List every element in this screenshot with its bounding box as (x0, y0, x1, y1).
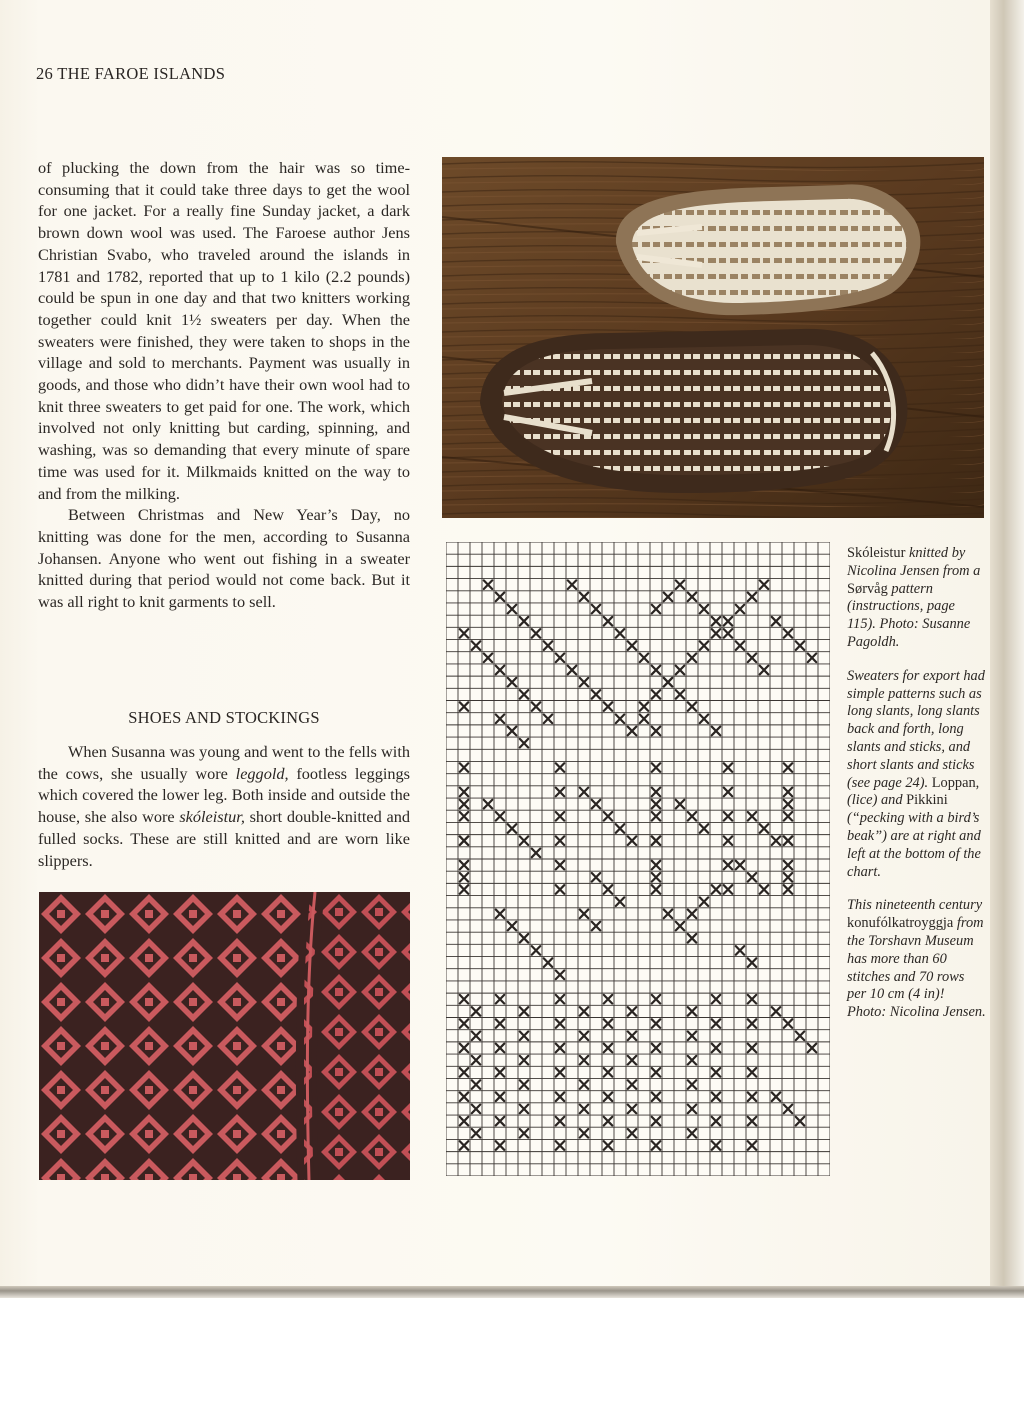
body-column-upper (38, 157, 410, 613)
chart-grid (446, 542, 830, 1176)
slippers-photo (442, 157, 984, 518)
caption-slippers: Skóleistur knitted by Nicolina Jensen from a Sørvåg pattern (instructions, page 115). Photo: Susanne Pagoldh. (847, 545, 981, 650)
body-column-lower (38, 741, 410, 871)
running-head: 26 THE FAROE ISLANDS (36, 64, 226, 83)
section-heading: SHOES AND STOCKINGS (128, 708, 320, 727)
knitting-chart (446, 542, 830, 1176)
sweater-swatch-photo (39, 892, 410, 1180)
caption-chart: Sweaters for export had simple patterns such as long slants, long slants back and forth, long slants and sticks, and short slants and sticks (see page 24). Loppan, (lice) and Pikkini (“pecking with a bird’s beak”) are at right and left at the bottom of the chart. (847, 667, 985, 880)
caption-column (847, 545, 987, 1038)
paragraph: Between Christmas and New Year’s Day, no knitting was done for the men, according to Susanna Johansen. Anyone who went out fishing in a sweater knitted during that period would not come back. But it was all right to knit garments to sell. (38, 505, 410, 612)
term-leggold: leggold, (235, 763, 289, 783)
term-skoleistur: skóleistur, (179, 807, 245, 827)
page-gutter-shadow (990, 0, 1024, 1296)
caption-swatch: This nineteenth century konufólkatroyggja from the Torshavn Museum has more than 60 stitches and 70 rows per 10 cm (4 in)! Photo: Nicolina Jensen. (847, 897, 986, 1021)
paragraph: of plucking the down from the hair was so time-consuming that it could take three days to get the wool for one jacket. For a really fine Sunday jacket, a dark brown down wool was used. The Faroese author Jens Christian Svabo, who traveled around the islands in 1781 and 1782, reported that up to 1 kilo (2.2 pounds) could be spun in one day and that two knitters working together could knit 1½ sweaters per day. When the sweaters were finished, they were taken to shops in the village and sold to merchants. Payment was usually in goods, and those who didn’t have their own wool had to knit three sweaters to get paid for one. The work, which involved not only knitting but carding, spinning, and washing, was so demanding that every minute of spare time was used for it. Milkmaids knitted on the way to and from the milking. (38, 158, 410, 503)
paragraph: When Susanna was young and went to the fells with the cows, she usually wore leggold, footless leggings which covered the lower leg. Both inside and outside the house, she also wore skóleistur, short double-knitted and fulled socks. These are still knitted and are worn like slippers. (38, 742, 410, 870)
page-bottom-edge (0, 1286, 1024, 1298)
